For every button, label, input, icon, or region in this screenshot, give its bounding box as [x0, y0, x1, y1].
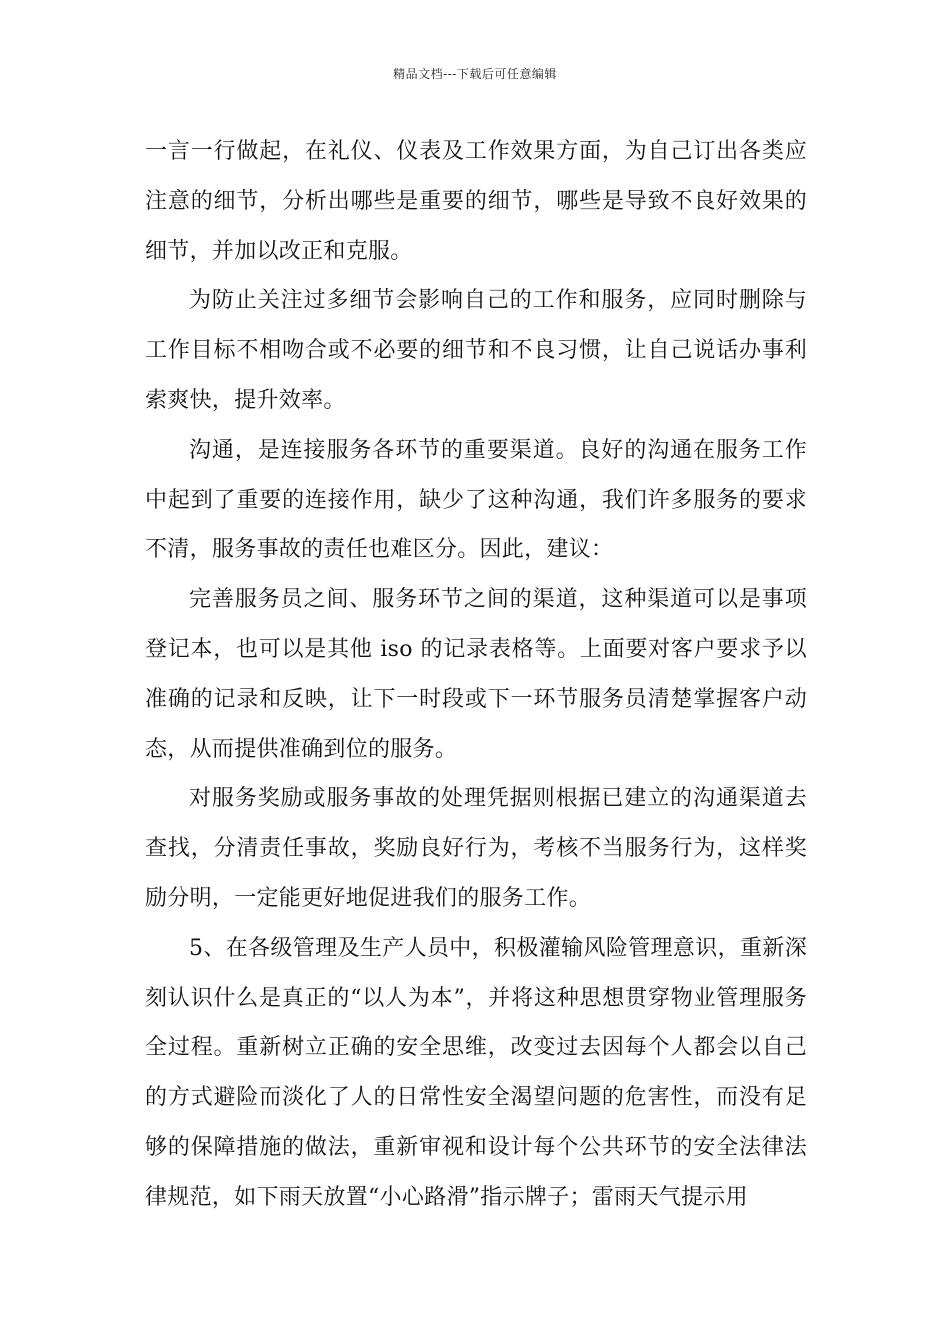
paragraph: 5、在各级管理及生产人员中，积极灌输风险管理意识，重新深刻认识什么是真正的“以人为本”，并将这种思想贯穿物业管理服务全过程。重新树立正确的安全思维，改变过去因每个人都会以自己的方式避险而淡化了人的日常性安全渴望问题的危害性，而没有足够的保障措施的做法，重新审视和设计每个公共环节的安全法律法律规范，如下雨天放置“小心路滑”指示牌子；雷雨天气提示用 [145, 935, 807, 1210]
paragraph: 对服务奖励或服务事故的处理凭据则根据已建立的沟通渠道去查找，分清责任事故，奖励良好行为，考核不当服务行为，这样奖励分明，一定能更好地促进我们的服务工作。 [145, 786, 807, 911]
paragraph: 一言一行做起，在礼仪、仪表及工作效果方面，为自己订出各类应注意的细节，分析出哪些是重要的细节，哪些是导致不良好效果的细节，并加以改正和克服。 [145, 139, 807, 264]
page-header: 精品文档---下载后可任意编辑 [393, 67, 557, 81]
document-body [145, 127, 807, 1223]
paragraph: 沟通，是连接服务各环节的重要渠道。良好的沟通在服务工作中起到了重要的连接作用，缺少了这种沟通，我们许多服务的要求不清，服务事故的责任也难区分。因此，建议： [145, 437, 807, 563]
paragraph: 为防止关注过多细节会影响自己的工作和服务，应同时删除与工作目标不相吻合或不必要的细节和不良习惯，让自己说话办事利索爽快，提升效率。 [145, 288, 807, 413]
paragraph: 完善服务员之间、服务环节之间的渠道，这种渠道可以是事项登记本，也可以是其他 iso 的记录表格等。上面要对客户要求予以准确的记录和反映，让下一时段或下一环节服务员清楚掌握客户动态，从而提供准确到位的服务。 [145, 587, 807, 762]
